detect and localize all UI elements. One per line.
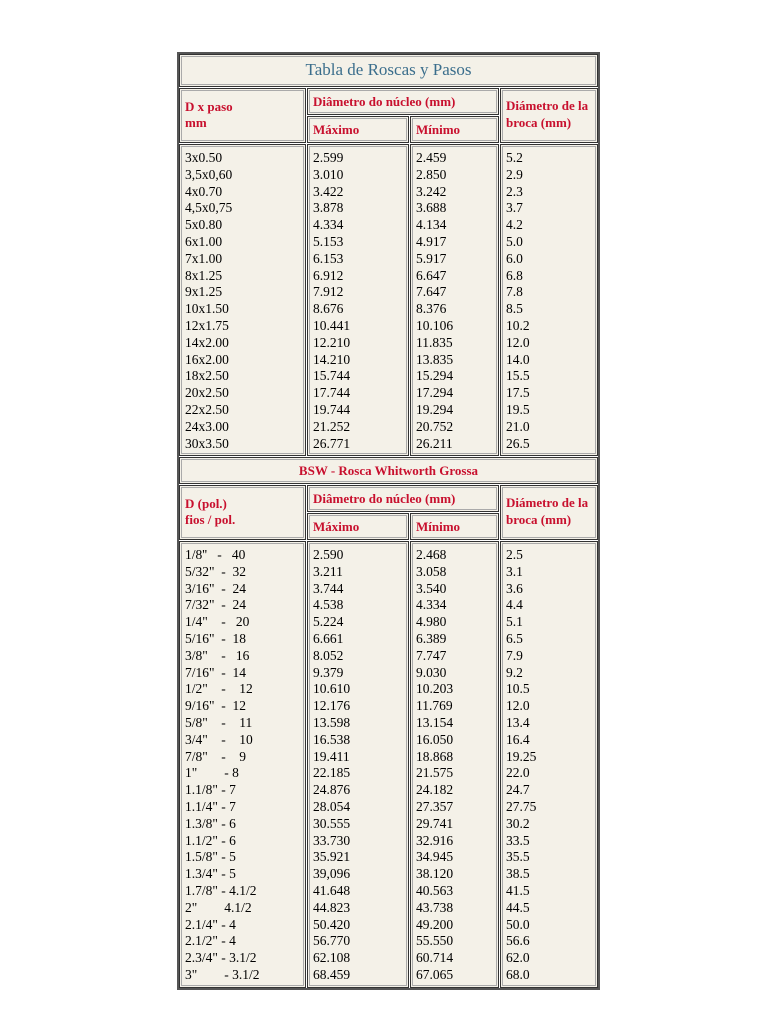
table-cell: 28.054 [313, 798, 351, 814]
table-cell: 5.2 [506, 150, 523, 165]
table-cell: 2.468 [416, 547, 447, 562]
table-cell: 16.538 [313, 731, 351, 747]
table-cell: 19.744 [313, 401, 351, 417]
table-cell: 12.176 [313, 698, 351, 714]
table-cell: 1.3/8" - 6 [185, 815, 236, 831]
table-cell: 10.106 [416, 317, 454, 333]
table-cell: 14.0 [506, 351, 530, 367]
bsw-header-drill-line1: Diámetro de la [506, 495, 589, 510]
table-cell: 16.4 [506, 731, 530, 747]
table-cell: 11.835 [416, 334, 453, 350]
table-cell: 2.459 [416, 150, 447, 165]
table-cell: 55.550 [416, 933, 454, 949]
table-cell: 3.058 [416, 563, 447, 579]
table-cell: 12.0 [506, 334, 530, 350]
table-cell: 50.420 [313, 916, 351, 932]
table-cell: 24.7 [506, 782, 530, 798]
table-cell: 9.379 [313, 664, 344, 680]
table-cell: 4.980 [416, 614, 447, 630]
table-cell: 3/16" - 24 [185, 580, 247, 596]
table-cell: 3.1 [506, 563, 523, 579]
table-cell: 4.538 [313, 597, 344, 613]
table-cell: 4.334 [313, 217, 344, 233]
table-cell: 2.1/2" - 4 [185, 933, 236, 949]
table-cell: 7/16" - 14 [185, 664, 247, 680]
table-cell: 32.916 [416, 832, 454, 848]
table-cell: 7.8 [506, 284, 523, 300]
table-cell: 17.5 [506, 385, 530, 401]
metric-header-dxpaso-line1: D x paso [185, 99, 233, 114]
table-cell: 7.747 [416, 647, 447, 663]
table-cell: 44.5 [506, 899, 530, 915]
table-cell: 1.1/2" - 6 [185, 832, 236, 848]
table-cell: 56.770 [313, 933, 351, 949]
table-cell: 19.5 [506, 401, 530, 417]
table-cell: 11.769 [416, 698, 453, 714]
table-cell: 3/8" - 16 [185, 647, 250, 663]
table-cell: 2" 4.1/2 [185, 899, 252, 915]
table-cell: 2.590 [313, 547, 344, 562]
table-cell: 26.211 [416, 435, 453, 451]
table-cell: 15.744 [313, 368, 351, 384]
table-cell: 22.0 [506, 765, 530, 781]
table-cell: 2.5 [506, 547, 523, 562]
table-cell: 6.389 [416, 630, 447, 646]
table-cell: 3.540 [416, 580, 447, 596]
bsw-col-dpol [179, 541, 306, 988]
table-cell: 7.647 [416, 284, 447, 300]
table-cell: 16x2.00 [185, 351, 229, 367]
table-cell: 2.9 [506, 166, 523, 182]
table-cell: 3" - 3.1/2 [185, 966, 260, 982]
table-cell: 6.153 [313, 250, 344, 266]
table-cell: 4.917 [416, 233, 447, 249]
table-cell: 2.3 [506, 183, 523, 199]
table-cell: 18x2.50 [185, 368, 229, 384]
table-cell: 38.5 [506, 866, 530, 882]
table-cell: 7.9 [506, 647, 523, 663]
table-cell: 1.3/4" - 5 [185, 866, 236, 882]
bsw-header-dpol [179, 485, 306, 540]
table-cell: 19.294 [416, 401, 454, 417]
table-cell: 14x2.00 [185, 334, 229, 350]
table-cell: 22.185 [313, 765, 351, 781]
table-cell: 33.730 [313, 832, 351, 848]
table-cell: 26.771 [313, 435, 351, 451]
table-cell: 4.334 [416, 597, 447, 613]
table-cell: 5x0.80 [185, 217, 223, 233]
bsw-col-drill [500, 541, 598, 988]
table-cell: 62.0 [506, 950, 530, 966]
table-cell: 20x2.50 [185, 385, 229, 401]
table-cell: 67.065 [416, 966, 454, 982]
table-cell: 4,5x0,75 [185, 200, 233, 216]
table-cell: 9.2 [506, 664, 523, 680]
table-cell: 7x1.00 [185, 250, 223, 266]
metric-header-dxpaso [179, 88, 306, 143]
bsw-header-min: Mínimo [410, 513, 499, 540]
table-cell: 3.6 [506, 580, 523, 596]
table-cell: 33.5 [506, 832, 530, 848]
table-cell: 60.714 [416, 950, 454, 966]
metric-col-dxpaso [179, 144, 306, 456]
table-cell: 1.7/8" - 4.1/2 [185, 882, 257, 898]
table-cell: 34.945 [416, 849, 454, 865]
table-cell: 27.75 [506, 798, 537, 814]
table-cell: 50.0 [506, 916, 530, 932]
table-cell: 30.555 [313, 815, 351, 831]
table-cell: 6x1.00 [185, 233, 223, 249]
bsw-header-drill [500, 485, 598, 540]
metric-col-min [410, 144, 499, 456]
table-cell: 10.441 [313, 317, 351, 333]
table-cell: 24x3.00 [185, 418, 229, 434]
table-cell: 9/16" - 12 [185, 698, 247, 714]
table-cell: 38.120 [416, 866, 454, 882]
metric-header-min: Mínimo [410, 116, 499, 143]
table-cell: 24.876 [313, 782, 351, 798]
table-cell: 3.688 [416, 200, 447, 216]
table-cell: 29.741 [416, 815, 454, 831]
bsw-col-min [410, 541, 499, 988]
table-cell: 3.211 [313, 563, 343, 579]
table-cell: 5/32" - 32 [185, 563, 247, 579]
table-cell: 5.1 [506, 614, 523, 630]
table-cell: 15.5 [506, 368, 530, 384]
table-cell: 41.5 [506, 882, 530, 898]
table-cell: 3/4" - 10 [185, 731, 253, 747]
table-cell: 19.411 [313, 748, 350, 764]
table-cell: 41.648 [313, 882, 351, 898]
table-cell: 15.294 [416, 368, 454, 384]
table-cell: 1/4" - 20 [185, 614, 250, 630]
table-cell: 5.917 [416, 250, 447, 266]
table-cell: 6.912 [313, 267, 344, 283]
bsw-header-dpol-line2: fios / pol. [185, 512, 236, 527]
table-cell: 30.2 [506, 815, 530, 831]
table-cell: 10x1.50 [185, 301, 229, 317]
table-cell: 3,5x0,60 [185, 166, 233, 182]
table-cell: 4.4 [506, 597, 523, 613]
table-cell: 68.0 [506, 966, 530, 982]
table-cell: 1/2" - 12 [185, 681, 253, 697]
metric-header-max: Máximo [307, 116, 409, 143]
table-cell: 6.5 [506, 630, 523, 646]
table-cell: 3.242 [416, 183, 447, 199]
metric-col-drill [500, 144, 598, 456]
table-cell: 6.8 [506, 267, 523, 283]
table-cell: 6.661 [313, 630, 344, 646]
table-cell: 4.2 [506, 217, 523, 233]
table-cell: 14.210 [313, 351, 351, 367]
bsw-header-core: Diâmetro do núcleo (mm) [307, 485, 499, 512]
table-cell: 8.052 [313, 647, 344, 663]
table-cell: 9.030 [416, 664, 447, 680]
table-cell: 8.676 [313, 301, 344, 317]
table-cell: 13.4 [506, 714, 530, 730]
table-cell: 6.647 [416, 267, 447, 283]
table-cell: 35.5 [506, 849, 530, 865]
table-cell: 13.598 [313, 714, 351, 730]
table-cell: 5.0 [506, 233, 523, 249]
table-cell: 6.0 [506, 250, 523, 266]
table-cell: 2.599 [313, 150, 344, 165]
table-cell: 39,096 [313, 866, 351, 882]
table-cell: 12.210 [313, 334, 351, 350]
table-cell: 7/8" - 9 [185, 748, 247, 764]
table-cell: 22x2.50 [185, 401, 229, 417]
table-cell: 3.7 [506, 200, 523, 216]
table-cell: 3x0.50 [185, 150, 223, 165]
table-cell: 27.357 [416, 798, 454, 814]
table-cell: 40.563 [416, 882, 454, 898]
table-cell: 1.1/4" - 7 [185, 798, 236, 814]
table-cell: 44.823 [313, 899, 351, 915]
table-cell: 10.203 [416, 681, 454, 697]
table-cell: 7.912 [313, 284, 344, 300]
table-cell: 3.010 [313, 166, 344, 182]
table-cell: 10.5 [506, 681, 530, 697]
table-cell: 3.422 [313, 183, 344, 199]
table-cell: 8.5 [506, 301, 523, 317]
metric-header-dxpaso-line2: mm [185, 115, 207, 130]
bsw-section-title: BSW - Rosca Whitworth Grossa [179, 457, 598, 484]
table-cell: 18.868 [416, 748, 454, 764]
table-cell: 4.134 [416, 217, 447, 233]
table-cell: 2.3/4" - 3.1/2 [185, 950, 257, 966]
metric-header-drill-line2: broca (mm) [506, 115, 572, 130]
table-cell: 9x1.25 [185, 284, 223, 300]
table-cell: 56.6 [506, 933, 530, 949]
table-cell: 49.200 [416, 916, 454, 932]
table-cell: 68.459 [313, 966, 351, 982]
table-cell: 17.744 [313, 385, 351, 401]
table-cell: 21.252 [313, 418, 351, 434]
table-cell: 17.294 [416, 385, 454, 401]
table-cell: 10.2 [506, 317, 530, 333]
table-cell: 10.610 [313, 681, 351, 697]
table-cell: 1/8'' - 40 [185, 547, 246, 562]
metric-header-drill [500, 88, 598, 143]
table-cell: 5.224 [313, 614, 344, 630]
table-cell: 7/32" - 24 [185, 597, 247, 613]
bsw-header-dpol-line1: D (pol.) [185, 496, 227, 511]
bsw-header-drill-line2: broca (mm) [506, 512, 572, 527]
table-cell: 3.878 [313, 200, 344, 216]
table-cell: 5.153 [313, 233, 344, 249]
table-cell: 12.0 [506, 698, 530, 714]
table-cell: 24.182 [416, 782, 454, 798]
table-cell: 1.5/8" - 5 [185, 849, 236, 865]
table-cell: 5/8" - 11 [185, 714, 253, 730]
bsw-col-max [307, 541, 409, 988]
table-cell: 62.108 [313, 950, 351, 966]
table-cell: 13.835 [416, 351, 454, 367]
bsw-header-max: Máximo [307, 513, 409, 540]
table-cell: 2.1/4" - 4 [185, 916, 236, 932]
table-cell: 16.050 [416, 731, 454, 747]
table-cell: 20.752 [416, 418, 454, 434]
table-cell: 30x3.50 [185, 435, 229, 451]
table-cell: 43.738 [416, 899, 454, 915]
table-cell: 21.0 [506, 418, 530, 434]
table-cell: 2.850 [416, 166, 447, 182]
table-cell: 13.154 [416, 714, 454, 730]
metric-col-max [307, 144, 409, 456]
table-cell: 12x1.75 [185, 317, 229, 333]
table-cell: 21.575 [416, 765, 454, 781]
table-cell: 35.921 [313, 849, 351, 865]
table-cell: 1.1/8" - 7 [185, 782, 236, 798]
table-cell: 19.25 [506, 748, 537, 764]
table-cell: 26.5 [506, 435, 530, 451]
table-title: Tabla de Roscas y Pasos [179, 54, 598, 87]
table-cell: 3.744 [313, 580, 344, 596]
table-cell: 1" - 8 [185, 765, 239, 781]
table-cell: 8x1.25 [185, 267, 223, 283]
table-cell: 8.376 [416, 301, 447, 317]
table-cell: 4x0.70 [185, 183, 223, 199]
metric-header-drill-line1: Diámetro de la [506, 98, 589, 113]
table-cell: 5/16" - 18 [185, 630, 247, 646]
metric-header-core: Diâmetro do núcleo (mm) [307, 88, 499, 115]
